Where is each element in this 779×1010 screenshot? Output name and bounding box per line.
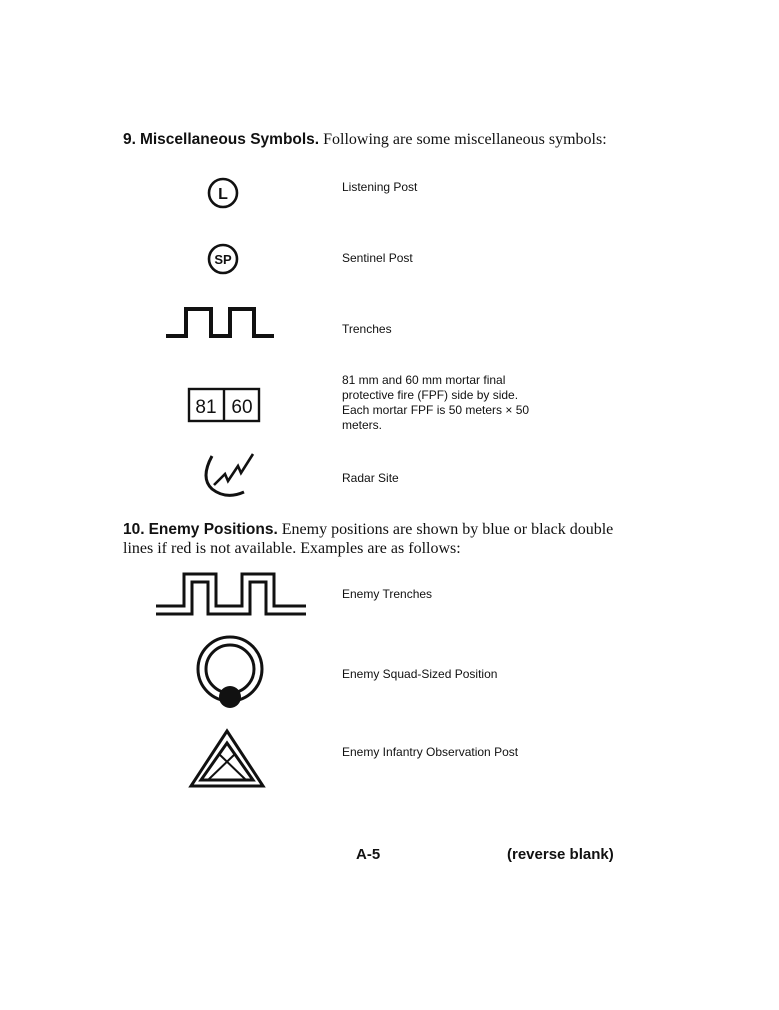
section-9-heading [123, 130, 643, 149]
radar-site-label: Radar Site [342, 471, 399, 485]
listening-post-label: Listening Post [342, 180, 418, 194]
enemy-observation-post-label: Enemy Infantry Observation Post [342, 745, 519, 759]
section-number: 10. [123, 521, 145, 538]
mortar-fpf-label: 81 mm and 60 mm mortar final protective fire (FPF) side by side. Each mortar FPF is 50 meters × 50 meters. [342, 373, 530, 432]
enemy-squad-position-label: Enemy Squad-Sized Position [342, 667, 498, 681]
reverse-blank-note: (reverse blank) [507, 846, 614, 863]
trenches-label: Trenches [342, 322, 392, 336]
listening-post-letter: L [218, 186, 228, 203]
page-number: A-5 [356, 846, 381, 863]
enemy-trenches-icon [152, 568, 312, 620]
radar-site-icon [198, 448, 262, 502]
listening-post-icon [203, 174, 243, 214]
section-intro: Following are some miscellaneous symbols: [323, 131, 607, 148]
section-title: Enemy Positions. [148, 521, 278, 538]
mortar-81-text: 81 [195, 397, 217, 418]
enemy-trenches-label: Enemy Trenches [342, 587, 433, 601]
enemy-observation-post-icon [186, 727, 268, 793]
sentinel-post-icon [203, 242, 243, 278]
mortar-60-text: 60 [231, 397, 253, 418]
section-number: 9. [123, 131, 136, 148]
sentinel-post-label: Sentinel Post [342, 251, 413, 265]
section-title: Miscellaneous Symbols. [139, 131, 320, 148]
trenches-icon [162, 302, 280, 344]
enemy-squad-position-icon [193, 633, 269, 713]
mortar-fpf-icon [186, 386, 262, 424]
sentinel-post-letters: SP [214, 252, 232, 267]
section-10-heading [123, 520, 623, 558]
section-intro: Enemy positions are shown by blue or black double lines if red is not available. Examples are as follows: [123, 521, 614, 557]
